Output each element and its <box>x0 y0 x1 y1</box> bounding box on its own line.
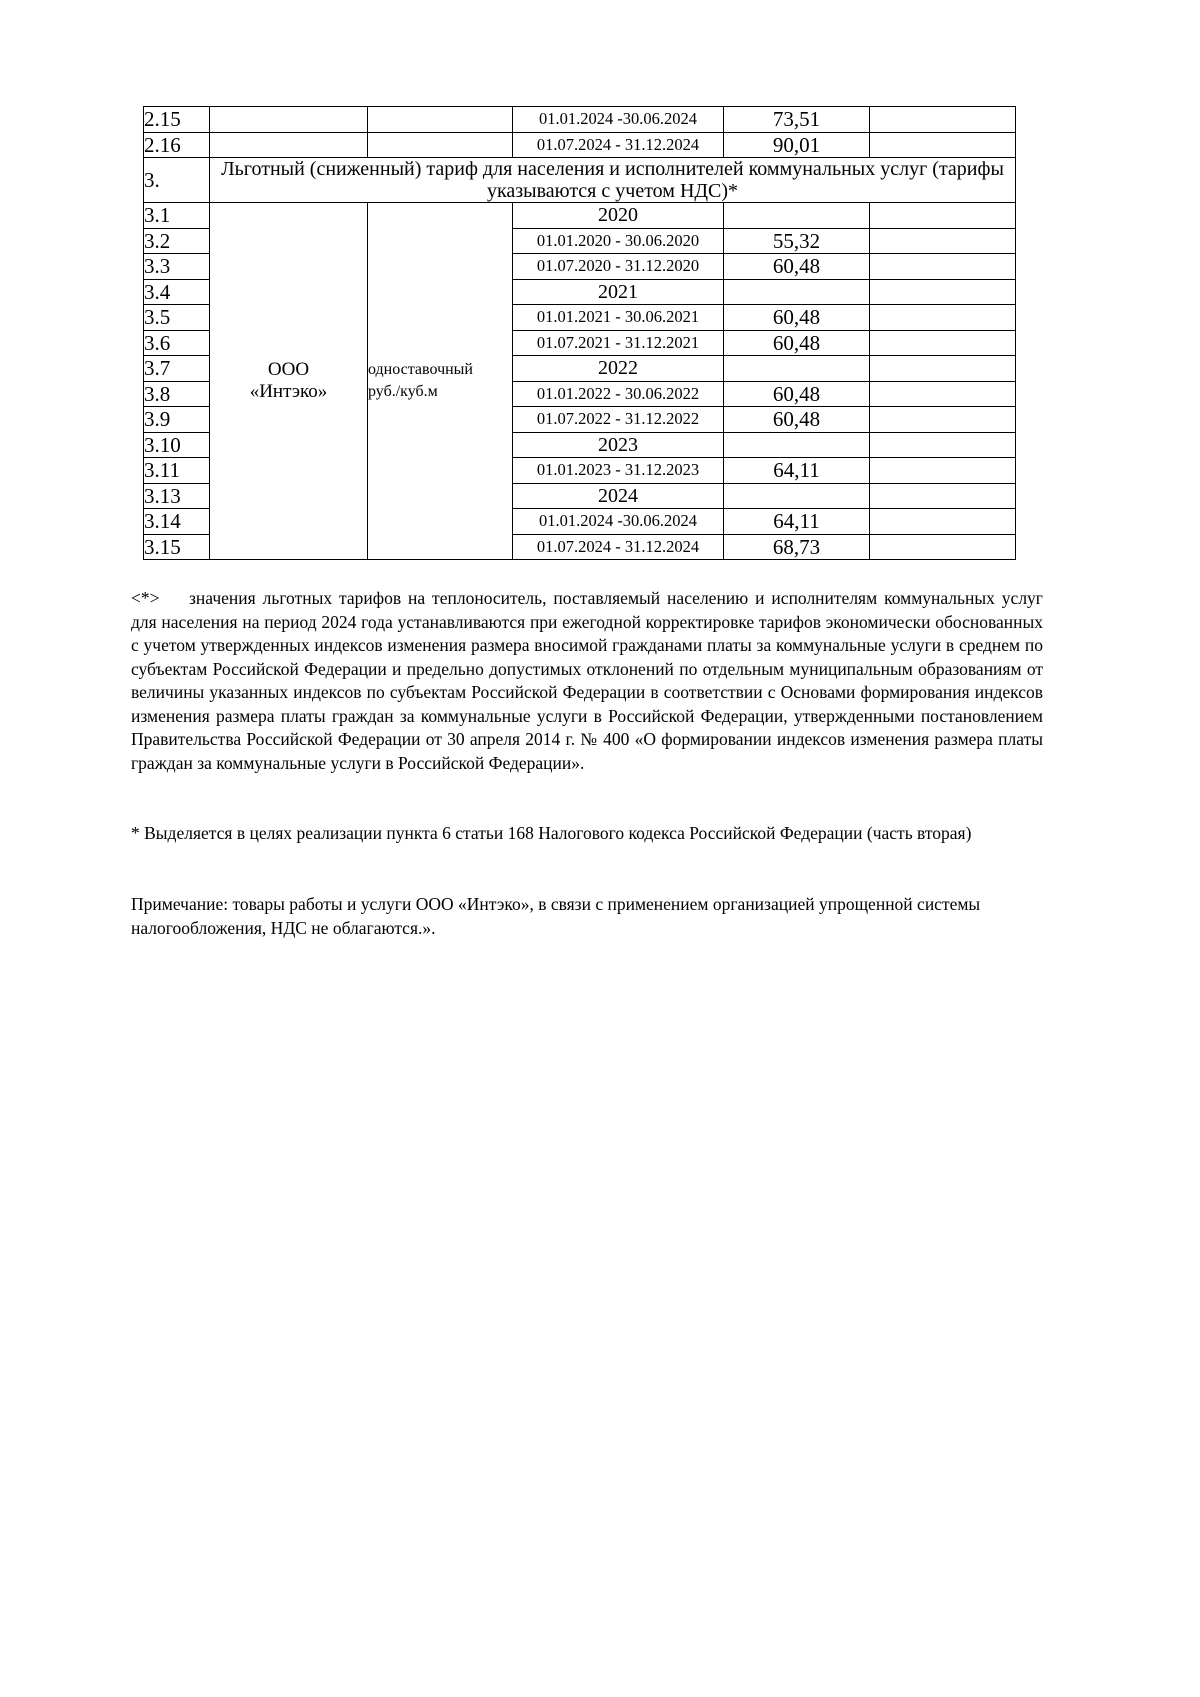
footnote-mark: <*> <box>131 588 160 608</box>
row-number: 3.6 <box>144 330 210 356</box>
table-row <box>144 132 1016 158</box>
tariff-value <box>724 279 870 305</box>
period-cell: 01.01.2022 - 30.06.2022 <box>513 381 724 407</box>
tariff-value <box>724 203 870 229</box>
tariff-table <box>143 106 1016 560</box>
tariff-value: 55,32 <box>724 228 870 254</box>
tariff-table-body <box>144 107 1016 560</box>
year-cell: 2020 <box>513 203 724 229</box>
tariff-value: 64,11 <box>724 458 870 484</box>
tariff-value: 60,48 <box>724 407 870 433</box>
footnote-text: значения льготных тарифов на теплоноситель, поставляемый населению и исполнителям коммунальных услуг для населения на период 2024 года устанавливаются при ежегодной корректировке тарифов экономически обоснованных с учетом утвержденных индексов изменения размера вносимой гражданами платы за коммунальные услуги в среднем по субъектам Российской Федерации и предельно допустимых отклонений по отдельным муниципальным образованиям от величины указанных индексов по субъектам Российской Федерации в соответствии с Основами формирования индексов изменения размера платы граждан за коммунальные услуги в Российской Федерации, утвержденными постановлением Правительства Российской Федерации от 30 апреля 2014 г. № 400 «О формировании индексов изменения размера платы граждан за коммунальные услуги в Российской Федерации». <box>131 588 1043 773</box>
row-number: 3.8 <box>144 381 210 407</box>
period-cell: 01.07.2021 - 31.12.2021 <box>513 330 724 356</box>
row-number: 3.2 <box>144 228 210 254</box>
table-row <box>144 203 1016 229</box>
empty-org-cell <box>210 107 368 133</box>
empty-cell <box>870 407 1016 433</box>
period-cell: 01.01.2024 -30.06.2024 <box>513 107 724 133</box>
row-number: 3.11 <box>144 458 210 484</box>
tariff-value: 64,11 <box>724 509 870 535</box>
tariff-value <box>724 356 870 382</box>
vat-note-text: * Выделяется в целях реализации пункта 6 статьи 168 Налогового кодекса Российской Федерации (часть вторая) <box>131 823 972 843</box>
row-number: 3.13 <box>144 483 210 509</box>
row-number: 3.4 <box>144 279 210 305</box>
section-title: Льготный (сниженный) тариф для населения и исполнителей коммунальных услуг (тарифы указываются с учетом НДС)* <box>210 158 1016 203</box>
tariff-value: 73,51 <box>724 107 870 133</box>
row-number: 3.7 <box>144 356 210 382</box>
empty-cell <box>870 509 1016 535</box>
period-cell: 01.07.2024 - 31.12.2024 <box>513 534 724 560</box>
year-cell: 2023 <box>513 432 724 458</box>
empty-cell <box>870 458 1016 484</box>
row-number: 3.15 <box>144 534 210 560</box>
empty-cell <box>870 203 1016 229</box>
organization-name: «Интэко» <box>249 381 328 402</box>
period-cell: 01.01.2020 - 30.06.2020 <box>513 228 724 254</box>
organization-cell <box>210 203 368 560</box>
tariff-value: 68,73 <box>724 534 870 560</box>
empty-unit-cell <box>368 107 513 133</box>
period-cell: 01.01.2023 - 31.12.2023 <box>513 458 724 484</box>
table-row <box>144 107 1016 133</box>
row-number: 3.14 <box>144 509 210 535</box>
row-number: 3.9 <box>144 407 210 433</box>
remark <box>131 893 1043 940</box>
empty-cell <box>870 132 1016 158</box>
tariff-value: 60,48 <box>724 305 870 331</box>
empty-cell <box>870 356 1016 382</box>
section-number: 3. <box>144 158 210 203</box>
organization-prefix: ООО <box>267 359 310 380</box>
empty-unit-cell <box>368 132 513 158</box>
period-cell: 01.07.2024 - 31.12.2024 <box>513 132 724 158</box>
empty-cell <box>870 279 1016 305</box>
year-cell: 2021 <box>513 279 724 305</box>
year-cell: 2024 <box>513 483 724 509</box>
row-number: 3.3 <box>144 254 210 280</box>
empty-cell <box>870 305 1016 331</box>
period-cell: 01.07.2022 - 31.12.2022 <box>513 407 724 433</box>
tariff-value: 90,01 <box>724 132 870 158</box>
section-header-row <box>144 158 1016 203</box>
empty-cell <box>870 228 1016 254</box>
empty-cell <box>870 254 1016 280</box>
row-number: 3.5 <box>144 305 210 331</box>
vat-note <box>131 822 1061 846</box>
row-number: 2.15 <box>144 107 210 133</box>
tariff-unit: руб./куб.м <box>368 383 438 400</box>
unit-cell <box>368 203 513 560</box>
tariff-value: 60,48 <box>724 254 870 280</box>
row-number: 3.1 <box>144 203 210 229</box>
period-cell: 01.07.2020 - 31.12.2020 <box>513 254 724 280</box>
empty-cell <box>870 381 1016 407</box>
tariff-value: 60,48 <box>724 330 870 356</box>
period-cell: 01.01.2021 - 30.06.2021 <box>513 305 724 331</box>
tariff-value <box>724 483 870 509</box>
empty-cell <box>870 432 1016 458</box>
year-cell: 2022 <box>513 356 724 382</box>
empty-cell <box>870 534 1016 560</box>
row-number: 3.10 <box>144 432 210 458</box>
tariff-value: 60,48 <box>724 381 870 407</box>
footnote-paragraph <box>131 587 1043 775</box>
empty-cell <box>870 330 1016 356</box>
row-number: 2.16 <box>144 132 210 158</box>
empty-cell <box>870 483 1016 509</box>
empty-org-cell <box>210 132 368 158</box>
period-cell: 01.01.2024 -30.06.2024 <box>513 509 724 535</box>
tariff-type: одноставочный <box>368 361 473 378</box>
empty-cell <box>870 107 1016 133</box>
remark-text: Примечание: товары работы и услуги ООО «Интэко», в связи с применением организацией упрощенной системы налогообложения, НДС не облагаются.». <box>131 894 981 938</box>
tariff-value <box>724 432 870 458</box>
